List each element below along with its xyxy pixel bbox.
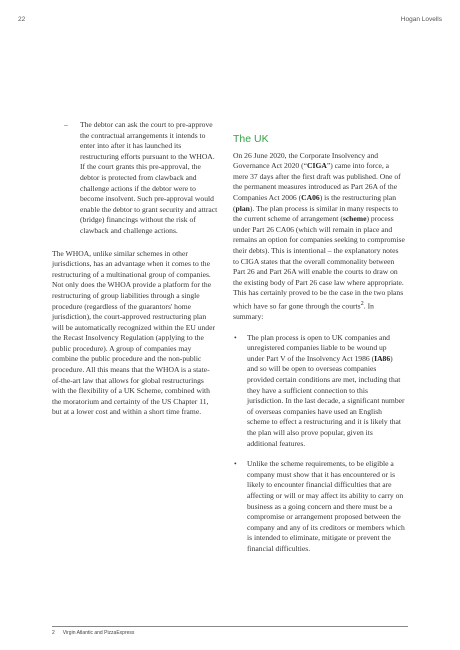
section-heading: The UK (233, 133, 269, 145)
intro-text: ) process under Part 26 CA06 (which will remain in place and remains an option for companies seeking to compromise their debts). This is intentional – the explanatory notes to CIGA states that the overall commonality between Part 26 and Part 26A will enable the courts to draw on the existing body of Part 26 case law where appropriate. This has certainly proved to be the case in the two plans which have so far gone through the courts (233, 214, 405, 311)
dash-list-item (52, 120, 218, 237)
defined-term: plan (235, 203, 250, 213)
page-number: 22 (18, 16, 26, 23)
right-column (233, 128, 405, 565)
footnote-number: 2 (52, 630, 55, 636)
intro-text: ) is the restructuring plan ( (233, 192, 397, 213)
dash-item-text: The debtor can ask the court to pre-approve the contractual arrangements it intends to enter into after it has launched its restructuring efforts pursuant to the WHOA. If the court grants this pre-approval, the debtor is protected from clawback and challenge actions if the debtor were to become insolvent. Such pre-approval would enable the debtor to grant security and attract (bridge) financings without the risk of clawback and challenge actions. (80, 120, 218, 235)
left-column (52, 120, 218, 428)
intro-text: . In summary: (233, 301, 374, 322)
bullet-marker: • (234, 332, 237, 342)
defined-term: scheme (342, 214, 367, 224)
bullet-text: ) and so will be open to overseas companies provided certain conditions are met, including that they have a sufficient connection to this jurisdiction. In the last decade, a significant number of overseas companies have used an English scheme to effect a restructuring and it is likely that the plan will also prove popular, given its additional features. (247, 353, 405, 448)
bullet-marker: • (234, 459, 237, 469)
footnote-text: Virgin Atlantic and PizzaExpress (62, 630, 135, 636)
dash-marker: – (64, 120, 68, 129)
defined-term: IA86 (374, 353, 391, 363)
bullet-text: The plan process is open to UK companies and unregistered companies liable to be wound up under Part V of the Insolvency Act 1986 ( (247, 332, 390, 363)
defined-term: CIGA (307, 161, 327, 171)
footnote-divider (52, 626, 408, 627)
bullet-text: Unlike the scheme requirements, to be eligible a company must show that it has encountered or is likely to encounter financial difficulties that are affecting or will or may affect its ability to carry on business as a going concern and there must be a compromise or arrangement proposed between the company and any of its creditors or members which is intended to eliminate, mitigate or prevent the financial difficulties. (247, 459, 405, 553)
intro-text: On 26 June 2020, the Corporate Insolvency and Governance Act 2020 (“ (233, 150, 379, 171)
intro-paragraph (233, 151, 405, 323)
whoa-paragraph: The WHOA, unlike similar schemes in other jurisdictions, has an advantage when it comes to the restructuring of a multinational group of companies. Not only does the WHOA provide a platform for the restructuring of group liabilities through a single procedure (regardless of the guarantors' home jurisdiction), the court-approved restructuring plan will be automatically recognized within the EU under the Recast Insolvency Regulation (applying to the public procedure). A group of companies may combine the public procedure and the non-public procedure. All this means that the WHOA is a state-of-the-art law that allows for global restructurings with the flexibility of a UK Scheme, combined with the moratorium and certainty of the US Chapter 11, but at a lower cost and within a short time frame. (52, 248, 216, 417)
brand-name: Hogan Lovells (400, 16, 442, 23)
footnote-ref[interactable]: 2 (360, 299, 364, 307)
defined-term: CA06 (301, 192, 320, 202)
bullet-item (233, 333, 405, 450)
bullet-item (233, 459, 405, 554)
intro-text: ). The plan process is similar in many respects to the current scheme of arrangement ( (233, 203, 399, 224)
intro-text: ”) came into force, a mere 37 days after the first draft was published. One of the permanent measures introduced as Part 26A of the Companies Act 2006 ( (233, 161, 401, 202)
footnote (52, 630, 134, 636)
